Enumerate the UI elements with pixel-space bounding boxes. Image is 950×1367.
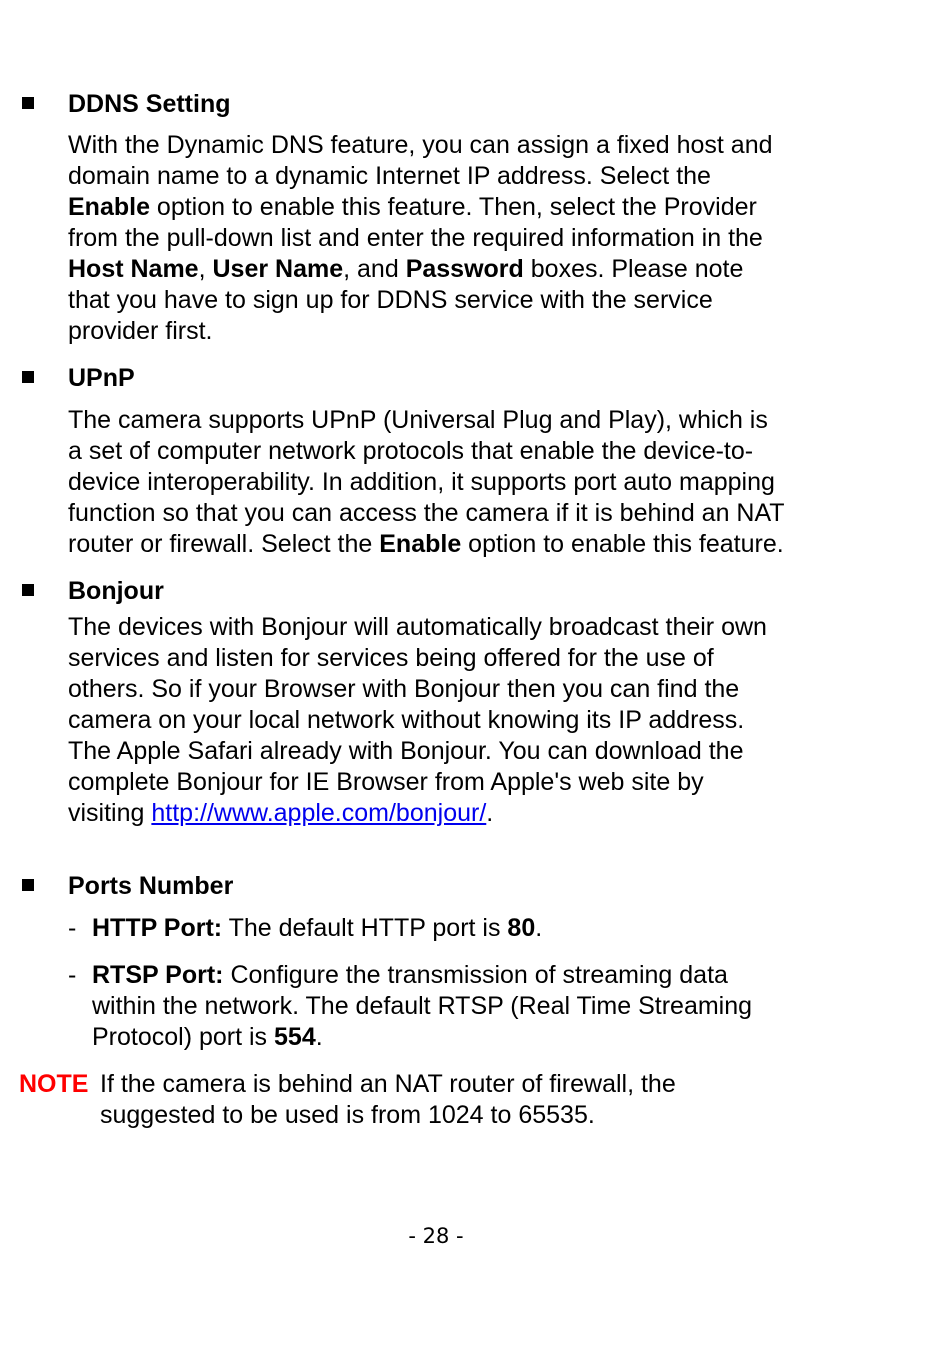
ddns-paragraph xyxy=(68,130,868,347)
rtsp-port-desc: Protocol) port is xyxy=(92,1023,275,1051)
upnp-paragraph xyxy=(68,405,868,560)
ddns-text: from the pull-down list and enter the required information in the xyxy=(68,224,763,252)
square-bullet-icon xyxy=(22,371,34,383)
rtsp-port-value: 554 xyxy=(274,1023,316,1051)
note-line: suggested to be used is from 1024 to 65535. xyxy=(100,1101,595,1129)
ddns-line xyxy=(68,130,868,161)
ports-title: Ports Number xyxy=(68,872,234,900)
password-term: Password xyxy=(405,255,524,283)
enable-term: Enable xyxy=(379,530,462,558)
square-bullet-icon xyxy=(22,97,34,109)
bonjour-line: The Apple Safari already with Bonjour. You can download the xyxy=(68,737,744,765)
ddns-text: With the Dynamic DNS feature, you can assign a fixed host and xyxy=(68,131,773,159)
ddns-text: option to enable this feature. Then, select the Provider xyxy=(149,193,757,221)
user-name-term: User Name xyxy=(212,255,344,283)
ddns-heading xyxy=(22,89,231,119)
upnp-line: function so that you can access the camera if it is behind an NAT xyxy=(68,499,785,527)
http-port-desc: The default HTTP port is xyxy=(222,914,508,942)
bonjour-line: services and listen for services being offered for the use of xyxy=(68,644,714,672)
upnp-line: device interoperability. In addition, it supports port auto mapping xyxy=(68,468,775,496)
bonjour-line: complete Bonjour for IE Browser from Apple's web site by xyxy=(68,768,704,796)
ddns-title: DDNS Setting xyxy=(68,90,231,118)
http-port-text xyxy=(92,913,882,944)
bonjour-heading xyxy=(22,576,164,606)
upnp-line: a set of computer network protocols that enable the device-to- xyxy=(68,437,754,465)
bonjour-paragraph xyxy=(68,612,868,829)
ddns-line xyxy=(68,254,868,285)
rtsp-port-label: RTSP Port: xyxy=(92,961,224,989)
bonjour-line xyxy=(68,798,868,829)
http-port-label: HTTP Port: xyxy=(92,914,223,942)
ports-heading xyxy=(22,871,233,901)
rtsp-line xyxy=(92,1022,882,1053)
ddns-line xyxy=(68,192,868,223)
page-number: - 28 - xyxy=(408,1224,464,1248)
upnp-text: router or firewall. Select the xyxy=(68,530,380,558)
ddns-line xyxy=(68,285,868,316)
host-name-term: Host Name xyxy=(68,255,199,283)
rtsp-port-desc: Configure the transmission of streaming data xyxy=(223,961,728,989)
ddns-text: , xyxy=(198,255,213,283)
note-label: NOTE xyxy=(19,1070,89,1098)
rtsp-line xyxy=(92,960,882,991)
bonjour-text: visiting xyxy=(68,799,152,827)
square-bullet-icon xyxy=(22,584,34,596)
http-port-item xyxy=(68,913,888,944)
note-block xyxy=(19,1069,879,1131)
upnp-heading xyxy=(22,363,135,393)
upnp-title: UPnP xyxy=(68,364,135,392)
note-text xyxy=(100,1069,880,1131)
ddns-line xyxy=(68,161,868,192)
ddns-line xyxy=(68,223,868,254)
ddns-text: provider first. xyxy=(68,317,213,345)
http-port-value: 80 xyxy=(507,914,536,942)
rtsp-port-item xyxy=(68,960,888,1053)
enable-term: Enable xyxy=(68,193,150,221)
rtsp-port-period: . xyxy=(315,1023,323,1051)
square-bullet-icon xyxy=(22,879,34,891)
ddns-line xyxy=(68,316,868,347)
ddns-text: boxes. Please note xyxy=(523,255,744,283)
bonjour-title: Bonjour xyxy=(68,577,164,605)
note-line: If the camera is behind an NAT router of firewall, the xyxy=(100,1070,676,1098)
upnp-line xyxy=(68,529,868,560)
upnp-line: The camera supports UPnP (Universal Plug and Play), which is xyxy=(68,406,768,434)
upnp-text: option to enable this feature. xyxy=(461,530,784,558)
dash-bullet: - xyxy=(68,961,77,989)
bonjour-text: . xyxy=(486,799,494,827)
ddns-text: domain name to a dynamic Internet IP address. Select the xyxy=(68,162,711,190)
bonjour-line: camera on your local network without knowing its IP address. xyxy=(68,706,745,734)
bonjour-link[interactable]: http://www.apple.com/bonjour/ xyxy=(151,799,487,827)
bonjour-line: others. So if your Browser with Bonjour then you can find the xyxy=(68,675,740,703)
http-port-period: . xyxy=(535,914,543,942)
ddns-text: , and xyxy=(343,255,406,283)
bonjour-line: The devices with Bonjour will automatically broadcast their own xyxy=(68,613,767,641)
rtsp-line: within the network. The default RTSP (Real Time Streaming xyxy=(92,992,753,1020)
ddns-text: that you have to sign up for DDNS service with the service xyxy=(68,286,713,314)
rtsp-port-text xyxy=(92,960,882,1053)
dash-bullet: - xyxy=(68,914,77,942)
